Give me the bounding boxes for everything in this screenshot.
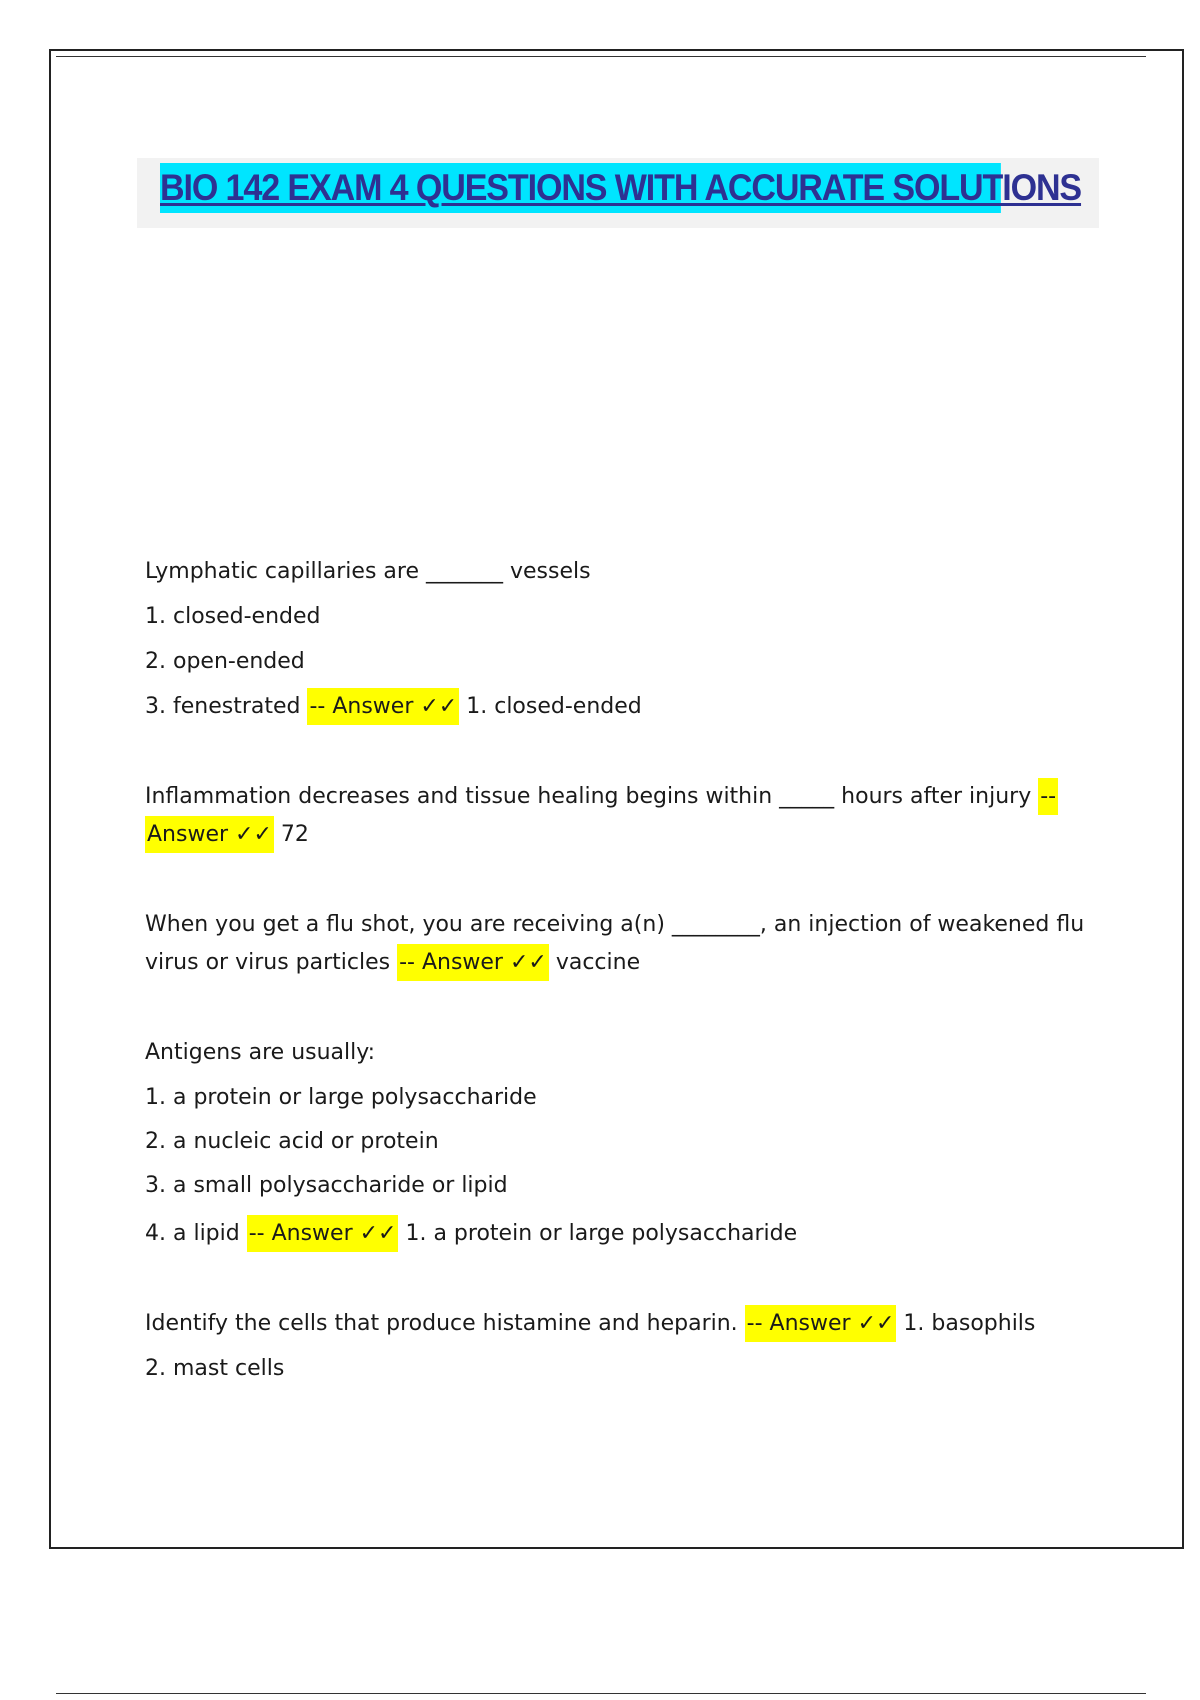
question-stem [145,778,1085,816]
question-block [145,778,1085,854]
correct-answer: vaccine [548,950,641,975]
answer-tag: -- Answer ✓✓ [745,1305,897,1342]
question-stem-continued [145,816,1085,854]
answer-tag: -- [1038,778,1058,815]
question-text: Antigens are usually: [145,1040,376,1065]
bottom-divider [56,1693,1146,1694]
answer-tag: Answer ✓✓ [145,816,274,853]
option-text: 3. a small polysaccharide or lipid [145,1173,508,1198]
option-text: 2. mast cells [145,1356,285,1381]
document-title: BIO 142 EXAM 4 QUESTIONS WITH ACCURATE SOLUTIONS [160,163,1001,213]
question-stem-continued [145,944,1085,982]
answer-option [145,1350,1085,1388]
question-text: Lymphatic capillaries are _______ vessels [145,559,591,584]
answer-option [145,1215,1085,1253]
answer-option [145,688,1085,726]
question-stem [145,1034,1085,1072]
option-text: 2. open-ended [145,649,305,674]
question-block [145,906,1085,982]
question-list [145,553,1085,1395]
question-block [145,553,1085,726]
option-text: 1. closed-ended [145,604,321,629]
question-text: Inflammation decreases and tissue healing begins within _____ hours after injury [145,784,1039,809]
question-block [145,1034,1085,1253]
question-stem [145,906,1085,944]
answer-option [145,643,1085,681]
answer-option [145,1123,1085,1161]
option-text: 2. a nucleic acid or protein [145,1129,439,1154]
question-text: virus or virus particles [145,950,398,975]
correct-answer: 1. closed-ended [459,694,642,719]
answer-tag: -- Answer ✓✓ [247,1215,399,1252]
option-text: 4. a lipid [145,1221,247,1246]
question-text: When you get a flu shot, you are receiving a(n) ________, an injection of weakened flu [145,912,1085,937]
option-text: 1. a protein or large polysaccharide [145,1085,537,1110]
correct-answer: 72 [273,822,309,847]
answer-tag: -- Answer ✓✓ [307,688,459,725]
answer-option [145,1079,1085,1117]
question-stem [145,553,1085,591]
question-block [145,1305,1085,1388]
question-text: Identify the cells that produce histamine and heparin. [145,1311,745,1336]
correct-answer: 1. basophils [896,1311,1036,1336]
answer-option [145,598,1085,636]
answer-option [145,1167,1085,1205]
option-text: 3. fenestrated [145,694,308,719]
answer-tag: -- Answer ✓✓ [397,944,549,981]
question-stem [145,1305,1085,1343]
correct-answer: 1. a protein or large polysaccharide [398,1221,798,1246]
top-divider [56,56,1146,57]
